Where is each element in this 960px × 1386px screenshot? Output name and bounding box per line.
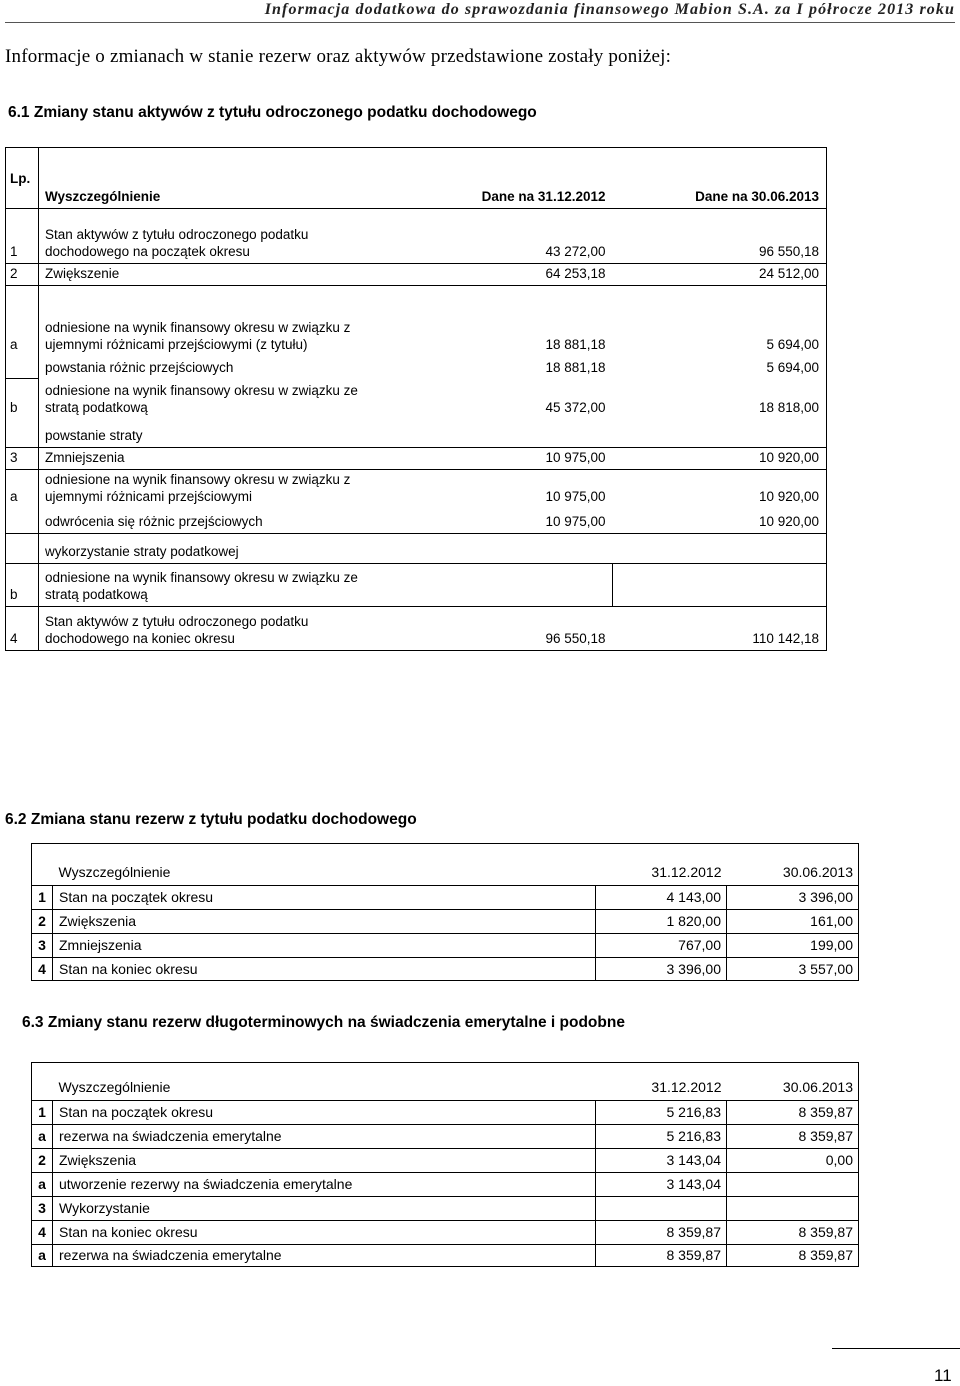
header-col-30-06-2013: Dane na 30.06.2013 — [695, 189, 819, 204]
row-number: 1 — [32, 886, 53, 910]
row-description — [39, 209, 411, 264]
header-col-31-12-2012: 31.12.2012 — [596, 1063, 727, 1101]
value-31-12-2012: 5 216,83 — [596, 1101, 727, 1125]
row-description: Zmniejszenia — [53, 934, 596, 958]
table-row — [6, 379, 827, 419]
table-row — [32, 1149, 859, 1173]
value-31-12-2012: 10 975,00 — [411, 448, 613, 470]
row-description — [39, 564, 411, 607]
row-number: a — [6, 286, 39, 356]
table-row — [32, 934, 859, 958]
value-30-06-2013: 3 396,00 — [727, 886, 859, 910]
value-31-12-2012 — [596, 1197, 727, 1221]
row-description: rezerwa na świadczenia emerytalne — [53, 1245, 596, 1267]
table-row — [6, 534, 827, 564]
value-30-06-2013: 8 359,87 — [727, 1221, 859, 1245]
row-number: 3 — [32, 934, 53, 958]
row-number — [6, 534, 39, 564]
description-line: ujemnymi różnicami przejściowymi — [45, 488, 253, 504]
row-description — [39, 607, 411, 651]
row-number: 4 — [32, 958, 53, 981]
value-30-06-2013 — [613, 534, 827, 564]
value-31-12-2012 — [411, 564, 613, 607]
value-30-06-2013: 24 512,00 — [613, 264, 827, 286]
row-description — [39, 286, 411, 356]
description-line: odwrócenia się różnic przejściowych — [45, 514, 263, 529]
value-31-12-2012: 43 272,00 — [411, 209, 613, 264]
description-line: Stan aktywów z tytułu odroczonego podatku — [45, 614, 309, 629]
value-31-12-2012: 8 359,87 — [596, 1221, 727, 1245]
table-row — [6, 286, 827, 356]
row-number: 3 — [32, 1197, 53, 1221]
row-description: Stan na koniec okresu — [53, 958, 596, 981]
value-31-12-2012: 1 820,00 — [596, 910, 727, 934]
value-30-06-2013: 8 359,87 — [727, 1245, 859, 1267]
value-31-12-2012: 18 881,18 — [411, 286, 613, 356]
value-30-06-2013: 161,00 — [727, 910, 859, 934]
row-number: 2 — [6, 264, 39, 286]
page-header: Informacja dodatkowa do sprawozdania finansowego Mabion S.A. za I półrocze 2013 roku — [264, 1, 955, 18]
table-row — [6, 470, 827, 508]
value-30-06-2013: 10 920,00 — [613, 448, 827, 470]
description-line: stratą podatkową — [45, 399, 148, 415]
header-lp — [32, 844, 53, 886]
value-30-06-2013: 5 694,00 — [766, 359, 819, 375]
row-description — [39, 356, 411, 379]
retirement-provisions-table — [31, 1062, 859, 1267]
header-lp: Lp. — [6, 148, 39, 209]
row-number: 4 — [32, 1221, 53, 1245]
row-number — [6, 356, 39, 379]
value-31-12-2012: 45 372,00 — [545, 399, 606, 415]
header-description: Wyszczególnienie — [53, 1063, 596, 1101]
value-31-12-2012: 3 143,04 — [596, 1173, 727, 1197]
row-number: a — [32, 1245, 53, 1267]
row-number: b — [6, 564, 39, 607]
value-30-06-2013: 5 694,00 — [613, 286, 827, 356]
value-30-06-2013 — [613, 419, 827, 448]
value-31-12-2012: 767,00 — [596, 934, 727, 958]
row-description: rezerwa na świadczenia emerytalne — [53, 1125, 596, 1149]
row-number — [6, 508, 39, 534]
value-30-06-2013: 96 550,18 — [613, 209, 827, 264]
row-description — [39, 264, 411, 286]
row-number: a — [32, 1125, 53, 1149]
table-row — [32, 1173, 859, 1197]
row-description — [39, 534, 411, 564]
value-30-06-2013: 8 359,87 — [727, 1125, 859, 1149]
row-number: a — [6, 470, 39, 508]
row-number: 4 — [6, 607, 39, 651]
description-line: odniesione na wynik finansowy okresu w związku ze — [45, 570, 358, 585]
row-description — [39, 470, 411, 508]
row-description — [39, 419, 411, 448]
table-row — [6, 264, 827, 286]
header-col-31-12-2012: 31.12.2012 — [596, 844, 727, 886]
header-col-30-06-2013: 30.06.2013 — [727, 1063, 859, 1101]
deferred-tax-assets-table — [5, 147, 827, 651]
value-30-06-2013: 10 920,00 — [758, 514, 819, 529]
value-30-06-2013: 8 359,87 — [727, 1101, 859, 1125]
row-description: utworzenie rezerwy na świadczenia emerytalne — [53, 1173, 596, 1197]
value-31-12-2012: 10 975,00 — [545, 514, 606, 529]
intro-text: Informacje o zmianach w stanie rezerw oraz aktywów przedstawione zostały poniżej: — [5, 46, 672, 67]
description-line: Zwiększenie — [45, 266, 120, 281]
table-header-row — [32, 844, 859, 886]
table-row — [32, 910, 859, 934]
value-31-12-2012: 18 881,18 — [545, 359, 606, 375]
header-lp — [32, 1063, 53, 1101]
value-31-12-2012: 96 550,18 — [411, 607, 613, 651]
table-row — [32, 1197, 859, 1221]
row-description: Stan na koniec okresu — [53, 1221, 596, 1245]
row-description: Wykorzystanie — [53, 1197, 596, 1221]
description-line: powstania różnic przejściowych — [45, 359, 234, 375]
value-30-06-2013: 18 818,00 — [758, 399, 819, 415]
value-30-06-2013: 3 557,00 — [727, 958, 859, 981]
table-row — [6, 419, 827, 448]
header-description: Wyszczególnienie — [45, 189, 161, 204]
row-description: Stan na początek okresu — [53, 886, 596, 910]
table-row — [6, 356, 827, 379]
table-header-row — [6, 148, 827, 209]
value-31-12-2012: 8 359,87 — [596, 1245, 727, 1267]
table-row — [6, 607, 827, 651]
value-31-12-2012: 64 253,18 — [411, 264, 613, 286]
row-number — [6, 419, 39, 448]
table-row — [6, 508, 827, 534]
value-31-12-2012: 3 396,00 — [596, 958, 727, 981]
value-30-06-2013 — [727, 1173, 859, 1197]
value-30-06-2013: 199,00 — [727, 934, 859, 958]
footer-rule — [832, 1348, 960, 1349]
table-row — [6, 448, 827, 470]
value-30-06-2013 — [727, 1197, 859, 1221]
row-description: Zwiększenia — [53, 1149, 596, 1173]
row-number: 1 — [32, 1101, 53, 1125]
row-number: b — [6, 379, 39, 419]
table-row — [32, 1221, 859, 1245]
description-line: odniesione na wynik finansowy okresu w związku ze — [45, 382, 358, 398]
description-line: ujemnymi różnicami przejściowymi (z tytułu) — [45, 336, 308, 352]
row-description — [39, 508, 411, 534]
page-number: 11 — [934, 1366, 952, 1385]
description-line: odniesione na wynik finansowy okresu w związku z — [45, 471, 351, 487]
header-col-31-12-2012: Dane na 31.12.2012 — [481, 189, 606, 204]
value-31-12-2012 — [411, 419, 613, 448]
row-number: 3 — [6, 448, 39, 470]
table-row — [6, 564, 827, 607]
description-line: Zmniejszenia — [45, 450, 125, 465]
value-30-06-2013 — [613, 564, 827, 607]
value-30-06-2013: 0,00 — [727, 1149, 859, 1173]
description-line: dochodowego na początek okresu — [45, 244, 250, 259]
row-number: 2 — [32, 910, 53, 934]
table-row — [32, 1125, 859, 1149]
table-row — [6, 209, 827, 264]
section-6-3-title: 6.3 Zmiany stanu rezerw długoterminowych na świadczenia emerytalne i podobne — [22, 1014, 625, 1031]
value-30-06-2013: 110 142,18 — [613, 607, 827, 651]
income-tax-provisions-table — [31, 843, 859, 981]
row-number: 2 — [32, 1149, 53, 1173]
table-row — [32, 958, 859, 981]
table-row — [32, 886, 859, 910]
section-6-2-title: 6.2 Zmiana stanu rezerw z tytułu podatku dochodowego — [5, 811, 417, 828]
description-line: powstanie straty — [45, 428, 143, 443]
header-rule — [5, 22, 955, 23]
row-description: Stan na początek okresu — [53, 1101, 596, 1125]
row-number: a — [32, 1173, 53, 1197]
row-description — [39, 448, 411, 470]
section-6-1-title: 6.1 Zmiany stanu aktywów z tytułu odroczonego podatku dochodowego — [8, 104, 537, 121]
table-header-row — [32, 1063, 859, 1101]
table-row — [32, 1101, 859, 1125]
value-31-12-2012 — [411, 534, 613, 564]
value-31-12-2012: 3 143,04 — [596, 1149, 727, 1173]
row-number: 1 — [6, 209, 39, 264]
value-31-12-2012: 4 143,00 — [596, 886, 727, 910]
header-col-30-06-2013: 30.06.2013 — [727, 844, 859, 886]
row-description: Zwiększenia — [53, 910, 596, 934]
table-row — [32, 1245, 859, 1267]
value-30-06-2013: 10 920,00 — [613, 470, 827, 508]
description-line: wykorzystanie straty podatkowej — [45, 544, 239, 559]
row-description — [39, 379, 411, 419]
header-description: Wyszczególnienie — [53, 844, 596, 886]
value-31-12-2012: 10 975,00 — [411, 470, 613, 508]
description-line: stratą podatkową — [45, 587, 148, 602]
description-line: Stan aktywów z tytułu odroczonego podatku — [45, 227, 309, 242]
description-line: dochodowego na koniec okresu — [45, 631, 235, 646]
value-31-12-2012: 5 216,83 — [596, 1125, 727, 1149]
description-line: odniesione na wynik finansowy okresu w związku z — [45, 319, 351, 335]
